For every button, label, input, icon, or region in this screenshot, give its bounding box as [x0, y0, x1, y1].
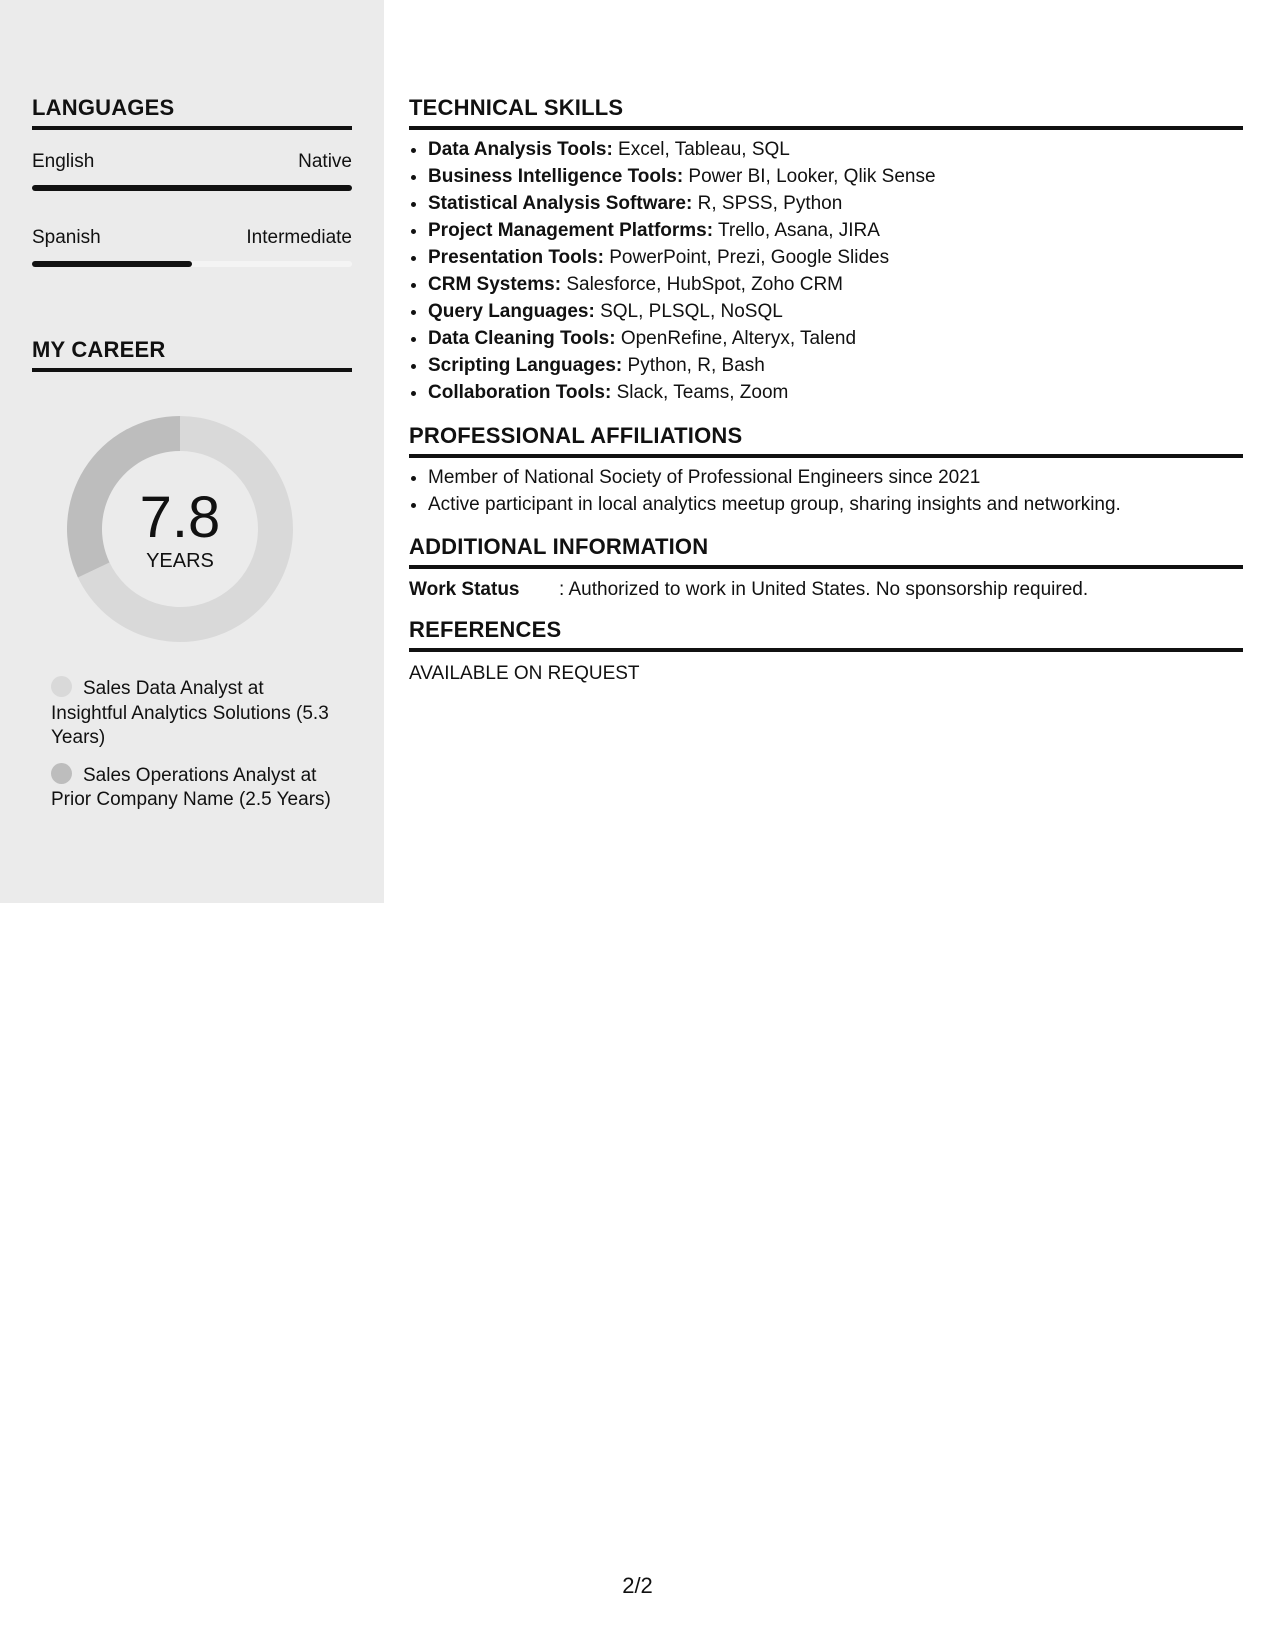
references-text: AVAILABLE ON REQUEST — [409, 663, 640, 684]
skill-item — [428, 271, 1243, 298]
career-legend-item — [51, 763, 341, 813]
skill-item — [428, 136, 1243, 163]
skill-label: Business Intelligence Tools: — [428, 166, 684, 187]
sidebar — [0, 0, 384, 903]
skill-value: Power BI, Looker, Qlik Sense — [683, 166, 936, 187]
references-title: REFERENCES — [409, 617, 1243, 652]
skill-item — [428, 325, 1243, 352]
career-legend-item — [51, 676, 341, 751]
affiliation-item: • Active participant in local analytics meetup group, sharing insights and networking. — [428, 491, 1243, 518]
skill-label: Data Analysis Tools: — [428, 139, 613, 160]
skill-value: PowerPoint, Prezi, Google Slides — [603, 247, 890, 268]
proficiency-fill — [32, 185, 352, 191]
skill-value: Python, R, Bash — [622, 355, 765, 376]
skill-label: Presentation Tools: — [428, 247, 604, 268]
career-section — [32, 337, 352, 372]
skill-item — [428, 379, 1243, 406]
skill-label: Query Languages: — [428, 301, 595, 322]
skill-label: CRM Systems: — [428, 274, 562, 295]
languages-title: LANGUAGES — [32, 95, 352, 130]
skill-item — [428, 244, 1243, 271]
skill-label: Collaboration Tools: — [428, 382, 612, 403]
work-status-label: Work Status — [409, 579, 520, 600]
career-total-years: 7.8 — [139, 485, 221, 550]
affiliations-title: PROFESSIONAL AFFILIATIONS — [409, 423, 1243, 458]
skill-value: SQL, PLSQL, NoSQL — [594, 301, 783, 322]
language-spanish — [32, 226, 352, 267]
skill-label: Data Cleaning Tools: — [428, 328, 616, 349]
technical-skills-section — [409, 95, 1243, 406]
skill-value: Excel, Tableau, SQL — [612, 139, 790, 160]
technical-skills-list — [409, 136, 1243, 406]
career-title: MY CAREER — [32, 337, 352, 372]
skill-item — [428, 298, 1243, 325]
additional-info-section — [409, 534, 1243, 602]
legend-dot — [51, 763, 72, 784]
additional-info-title: ADDITIONAL INFORMATION — [409, 534, 1243, 569]
language-english — [32, 150, 352, 191]
work-status-row — [409, 578, 1243, 602]
references-section — [409, 617, 1243, 686]
language-level: Native — [298, 151, 352, 172]
skill-item — [428, 163, 1243, 190]
proficiency-fill — [32, 261, 192, 267]
proficiency-bar — [32, 185, 352, 191]
skill-item — [428, 217, 1243, 244]
affiliations-section — [409, 423, 1243, 518]
language-level: Intermediate — [246, 227, 352, 248]
career-legend-label: Sales Data Analyst at Insightful Analytics Solutions (5.3 Years) — [51, 678, 329, 748]
technical-skills-title: TECHNICAL SKILLS — [409, 95, 1243, 130]
language-name: Spanish — [32, 227, 101, 248]
skill-label: Statistical Analysis Software: — [428, 193, 693, 214]
career-legend-label: Sales Operations Analyst at Prior Company Name (2.5 Years) — [51, 764, 331, 810]
skill-label: Project Management Platforms: — [428, 220, 714, 241]
skill-value: Slack, Teams, Zoom — [611, 382, 789, 403]
affiliation-item: • Member of National Society of Professional Engineers since 2021 — [428, 464, 1243, 491]
language-name: English — [32, 151, 95, 172]
work-status-value: : Authorized to work in United States. No sponsorship required. — [559, 579, 1089, 600]
skill-item — [428, 190, 1243, 217]
legend-dot — [51, 676, 72, 697]
skill-value: OpenRefine, Alteryx, Talend — [615, 328, 857, 349]
skill-item — [428, 352, 1243, 379]
skill-value: Salesforce, HubSpot, Zoho CRM — [561, 274, 844, 295]
skill-value: Trello, Asana, JIRA — [713, 220, 880, 241]
career-legend — [51, 676, 341, 825]
skill-label: Scripting Languages: — [428, 355, 623, 376]
skill-value: R, SPSS, Python — [692, 193, 843, 214]
affiliations-list — [409, 464, 1243, 518]
proficiency-bar — [32, 261, 352, 267]
career-total-unit: YEARS — [146, 550, 214, 572]
career-donut — [66, 415, 294, 643]
languages-section — [32, 95, 352, 267]
page-number: 2/2 — [622, 1573, 653, 1598]
